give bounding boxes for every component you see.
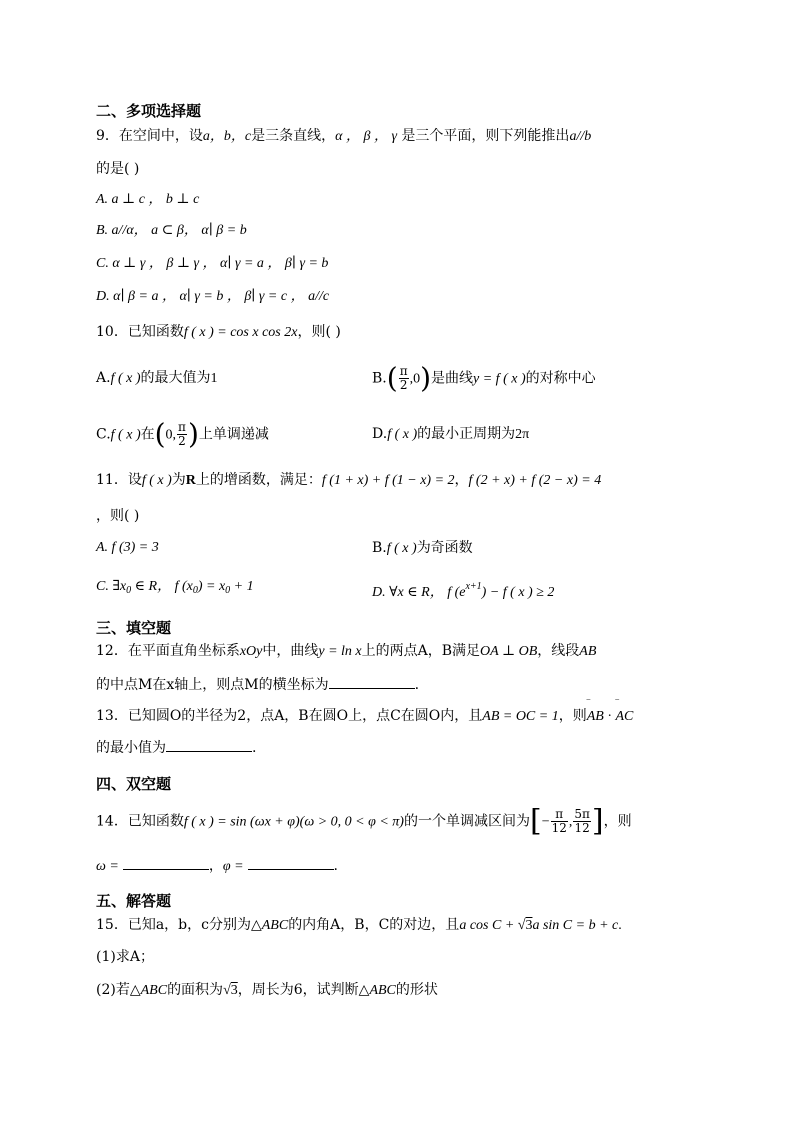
q10-func: f ( x ) = cos x cos 2x — [183, 325, 298, 340]
q15-sqrt: 3 — [525, 918, 533, 933]
question-14-line2 — [96, 855, 338, 877]
q14-num2: 5π — [574, 807, 590, 821]
q10-a-text: 的最大值为 — [140, 370, 211, 386]
q13-vector-ac: ‾ AC — [616, 707, 634, 727]
q11-r: R — [185, 473, 196, 488]
q10-b-frac — [399, 365, 409, 392]
q10-b-eq: y = f ( x ) — [473, 371, 526, 387]
q9-option-d: D. α∣ β = a ， α∣ γ = b ， β∣ γ = c ， a//c — [96, 289, 330, 304]
q14-frac-2 — [573, 808, 591, 835]
q11-eq1: f (1 + x) + f (1 − x) = 2 — [321, 473, 455, 488]
q11-b-text: 为奇函数 — [416, 540, 473, 556]
q11-f: f ( x ) — [141, 473, 172, 488]
question-10-stem — [96, 322, 341, 343]
q15-p2-a: (2)若 — [96, 982, 130, 998]
q10-a-f: f ( x ) — [110, 371, 141, 386]
q9-stem-e: 是三个平面，则下列能推出 — [396, 128, 570, 144]
q15-p2-f: 的形状 — [395, 982, 438, 998]
q10-c-den: 2 — [178, 434, 186, 448]
q10-c-frac — [177, 421, 187, 448]
q14-d: 的一个单调减区间为 — [403, 813, 530, 830]
q15-p2-e: △ABC — [358, 983, 396, 998]
q11-c-sub3: 0 — [225, 585, 231, 596]
q14-c: (ω > 0, 0 < φ < π) — [299, 814, 404, 830]
q11-b-label: B. — [372, 540, 387, 556]
q13-line2-text: 的最小值为 — [96, 740, 166, 756]
q9-stem-b: a，b，c — [202, 129, 252, 144]
question-15-line1: 15．已知a，b，c分别为△ABC的内角A，B，C的对边，且a cos C + √3a sin C = b + c. — [96, 917, 622, 933]
q14-e: ，则 — [603, 813, 632, 830]
q15-p2-sqrt: 3 — [230, 983, 238, 998]
q13-vector-ab: ‾ AB — [587, 707, 604, 727]
q11-d-b: ) − f ( x ) ≥ 2 — [481, 585, 555, 600]
q14-omega-label: ω = — [96, 859, 119, 874]
question-12-line1 — [96, 641, 596, 662]
q10-c-f: f ( x ) — [110, 427, 141, 443]
q10-option-d — [372, 424, 529, 445]
q11-d-sup: x+1 — [465, 581, 482, 592]
q11-option-a: A. f (3) = 3 — [96, 540, 159, 555]
q9-option-b: B. a//α， a ⊂ β， α∣ β = b — [96, 223, 247, 238]
q10-b-zero: ,0 — [409, 371, 421, 387]
q10-c-num: π — [178, 420, 186, 434]
q13-answer-blank — [166, 737, 252, 752]
q10-option-c: C.f ( x )在(0, $\frac{\pi}{2}$ )上单调递减 — [96, 417, 269, 451]
q13-dot: · — [603, 709, 616, 724]
q11-c-b: ∈ R， f (x — [131, 579, 193, 594]
question-11-line2: ，则( ) — [96, 508, 140, 524]
q12-answer-blank — [329, 674, 415, 689]
q15-b: △ABC — [250, 918, 289, 933]
q11-option-c — [96, 577, 254, 601]
q12-h: AB — [579, 644, 597, 659]
q10-c-text: 上单调递减 — [198, 426, 269, 443]
q15-e: a sin C = b + c — [532, 918, 619, 933]
q11-c-a: C. ∃x — [96, 579, 127, 594]
q9-stem-a: 9．在空间中，设 — [96, 128, 203, 144]
question-13-line1 — [96, 706, 633, 727]
question-12-line2 — [96, 674, 419, 695]
q10-c-label: C. — [96, 426, 111, 443]
q10-b-num: π — [399, 364, 408, 378]
q15-p2-b: △ABC — [129, 983, 168, 998]
q10-tail: ，则( ) — [297, 324, 341, 340]
q15-a: 15．已知a，b，c分别为 — [96, 917, 251, 933]
q9-option-c: C. α ⊥ γ ， β ⊥ γ ， α∣ γ = a ， β∣ γ = b — [96, 256, 329, 271]
q14-phi-label: φ = — [222, 859, 244, 874]
question-15-part2: (2)若△ABC的面积为√3，周长为6，试判断△ABC的形状 — [96, 982, 438, 998]
q11-text: 上的增函数，满足： — [195, 472, 322, 488]
question-13-line2 — [96, 737, 256, 758]
q11-eq2: f (2 + x) + f (2 − x) = 4 — [468, 473, 602, 488]
q12-end: . — [414, 677, 420, 693]
q9-stem-f: a//b — [569, 129, 592, 144]
section-heading-double-blank: 四、双空题 — [96, 775, 172, 793]
q13-b: AB = OC = 1 — [482, 709, 559, 724]
q10-c-zero: 0, — [165, 427, 177, 443]
q10-b-text: 是曲线 — [431, 370, 474, 387]
q14-den1: 12 — [551, 821, 567, 835]
q11-mid: 为 — [171, 472, 186, 488]
q10-stem-text: 10．已知函数 — [96, 324, 184, 340]
q14-neg: − — [541, 814, 550, 830]
q14-phi-blank — [248, 855, 334, 870]
q15-end: . — [618, 918, 622, 933]
q15-p2-d: ，周长为6，试判断 — [237, 982, 359, 998]
q9-stem-d: α ， β ， γ — [335, 129, 397, 144]
q11-stem: 11．设 — [96, 472, 142, 488]
q10-c-in: 在 — [140, 426, 155, 443]
q14-num1: π — [551, 808, 568, 822]
q14-sep: ， — [208, 858, 223, 874]
section-heading-fill-blank: 三、填空题 — [96, 619, 172, 637]
q12-g: ，线段 — [537, 643, 580, 659]
q13-end: . — [252, 740, 257, 756]
q12-e: 上的两点A，B满足 — [361, 643, 481, 659]
q14-b: f ( x ) = sin (ωx + φ) — [183, 814, 300, 830]
q11-b-f: f ( x ) — [386, 541, 417, 556]
q13-c: ，则 — [558, 708, 587, 724]
section-heading-multiple-choice: 二、多项选择题 — [96, 102, 202, 120]
q12-line2-text: 的中点M在x轴上，则点M的横坐标为 — [96, 677, 329, 693]
q14-den2: 12 — [574, 821, 590, 835]
q14-omega-blank — [123, 855, 209, 870]
question-9-stem — [96, 126, 591, 147]
q15-c: 的内角A，B，C的对边，且 — [288, 917, 460, 933]
question-11-stem — [96, 470, 601, 491]
q11-c-sub2: 0 — [192, 585, 198, 596]
q12-d: y = ln x — [318, 644, 362, 659]
q10-d-f: f ( x ) — [387, 427, 418, 442]
q11-c-c: ) = x — [197, 579, 226, 594]
q15-d: a cos C + — [459, 918, 518, 933]
q12-b: xOy — [239, 644, 263, 659]
q10-b-label: B. — [372, 370, 387, 387]
q9-option-a: A. a ⊥ c ， b ⊥ c — [96, 192, 200, 207]
q10-b-den: 2 — [399, 378, 408, 392]
q11-comma: ， — [454, 472, 469, 488]
q10-d-val: 2π — [515, 427, 530, 442]
question-9-stem-line2: 的是( ) — [96, 161, 140, 177]
q10-option-a — [96, 368, 218, 389]
q12-f: OA ⊥ OB — [480, 644, 538, 659]
q13-a: 13．已知圆O的半径为2，点A，B在圆O上，点C在圆O内，且 — [96, 708, 483, 724]
q12-a: 12．在平面直角坐标系 — [96, 643, 240, 659]
q11-d-a: D. ∀x ∈ R， f (e — [372, 585, 466, 600]
q10-d-label: D. — [372, 426, 388, 442]
q11-option-b — [372, 538, 473, 559]
q10-a-val: 1 — [210, 371, 218, 386]
q10-b-text2: 的对称中心 — [525, 370, 596, 387]
q9-stem-c: 是三条直线， — [251, 128, 336, 144]
q14-frac-1 — [551, 808, 568, 835]
q14-a: 14．已知函数 — [96, 813, 184, 830]
question-15-part1: (1)求A； — [96, 949, 154, 965]
q11-option-d — [372, 577, 554, 603]
section-heading-solution: 五、解答题 — [96, 892, 172, 910]
q11-c-d: + 1 — [230, 579, 254, 594]
q15-p2-c: 的面积为 — [167, 982, 224, 998]
q11-c-sub1: 0 — [126, 585, 132, 596]
q10-a-label: A. — [96, 370, 111, 386]
q14-end: . — [333, 858, 338, 874]
q12-c: 中，曲线 — [262, 643, 319, 659]
q10-option-b: B.( $\frac{\pi}{2}$ ,0)是曲线y = f ( x )的对称中心 — [372, 361, 596, 395]
question-14-line1: 14．已知函数f ( x ) = sin (ωx + φ)(ω > 0, 0 < φ < π)的一个单调减区间为[− $\frac{\pi}{12}$ , $\frac{5\pi}{12}$ ]，则 — [96, 803, 632, 839]
q10-d-text: 的最小正周期为 — [417, 426, 516, 442]
